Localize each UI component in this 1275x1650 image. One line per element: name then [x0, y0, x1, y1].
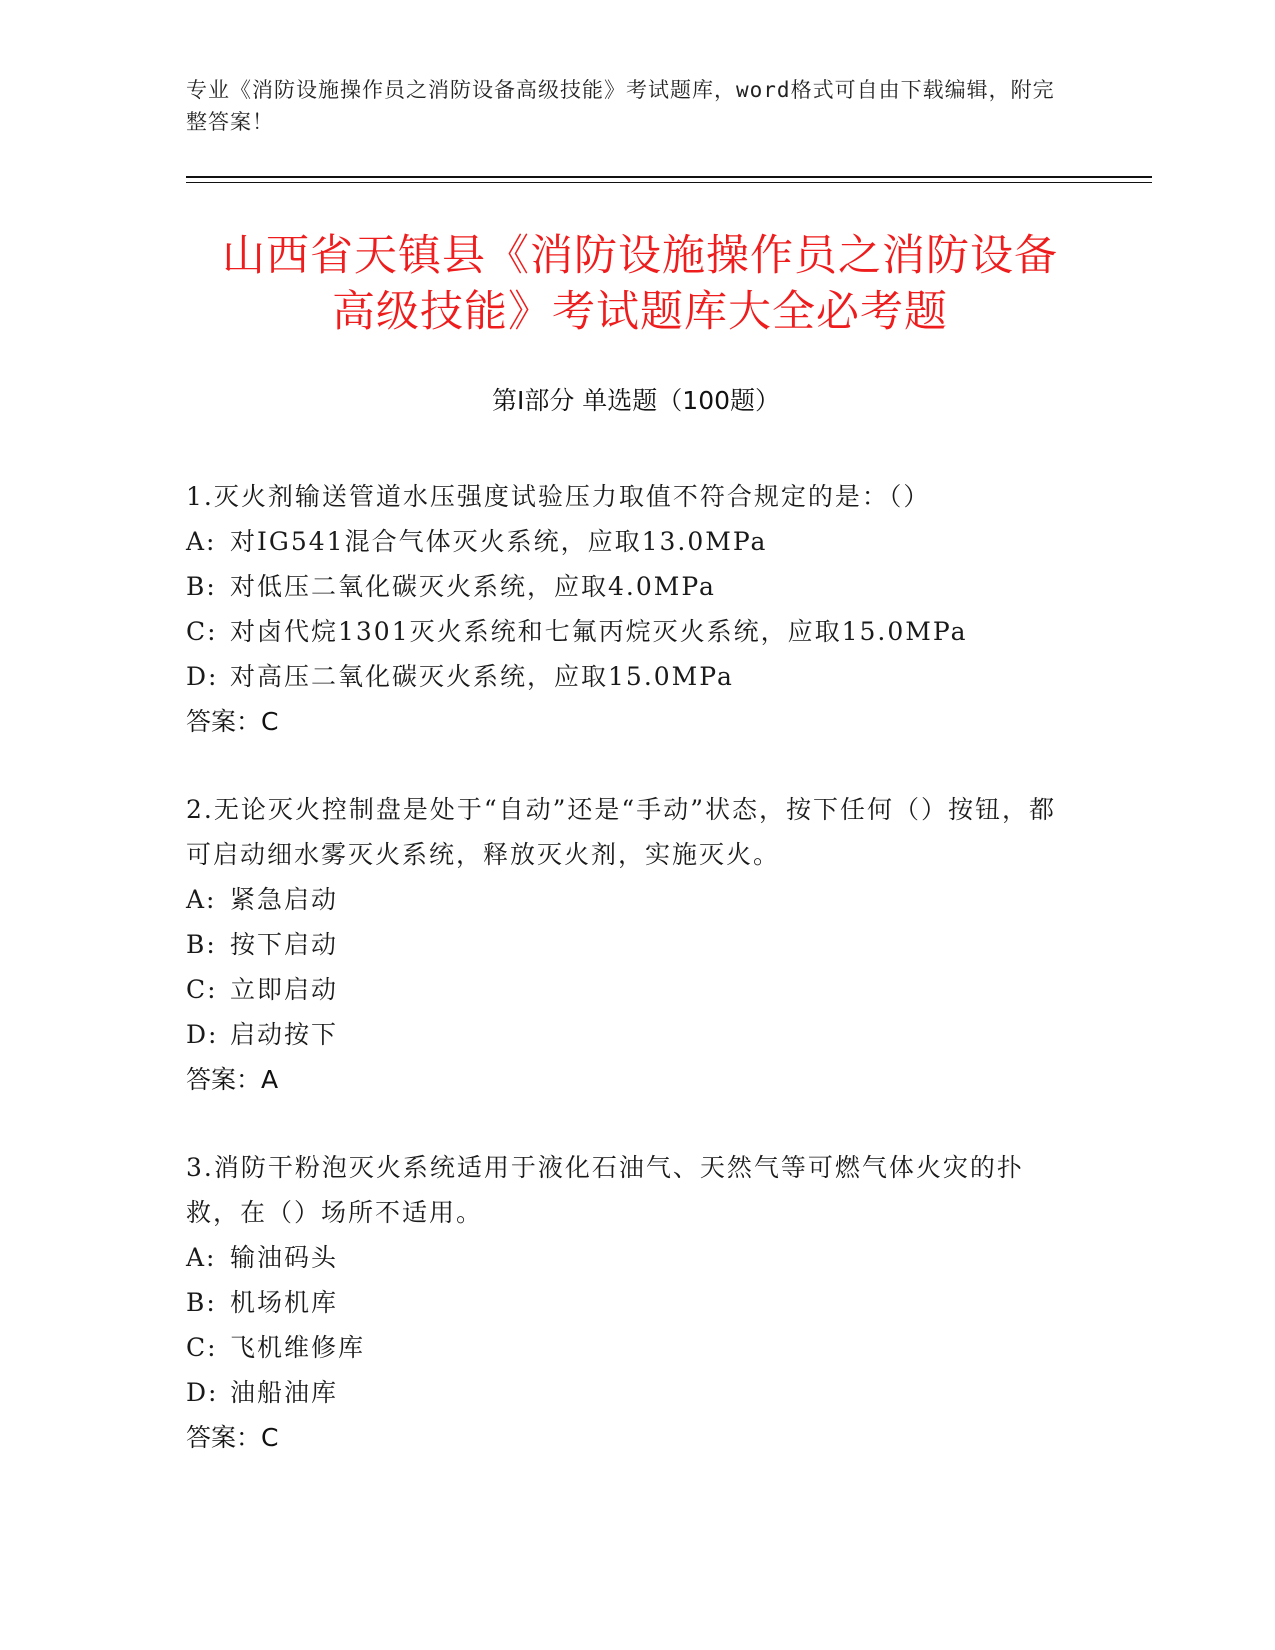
option-text: 飞机维修库	[230, 1333, 366, 1362]
option-key: A:	[186, 885, 217, 914]
section-heading: 第Ⅰ部分 单选题（100题）	[491, 386, 781, 415]
question-1	[186, 474, 1076, 744]
option-c	[186, 967, 1076, 1012]
option-key: C:	[186, 975, 218, 1004]
title-line-2: 高级技能》考试题库大全必考题	[332, 287, 948, 337]
option-text: 对低压二氧化碳灭火系统，应取4.0MPa	[230, 572, 716, 601]
option-b	[186, 1280, 1076, 1325]
option-d	[186, 1370, 1076, 1415]
option-text: 对卤代烷1301灭火系统和七氟丙烷灭火系统，应取15.0MPa	[230, 617, 968, 646]
option-text: 机场机库	[230, 1288, 339, 1317]
option-a	[186, 1235, 1076, 1280]
option-key: B:	[186, 572, 217, 601]
option-d	[186, 654, 1076, 699]
option-text: 输油码头	[230, 1243, 339, 1272]
answer-line: 答案：C	[186, 707, 279, 736]
title-line-1: 山西省天镇县《消防设施操作员之消防设备	[222, 231, 1058, 281]
question-list	[186, 474, 1076, 1503]
option-text: 启动按下	[230, 1020, 339, 1049]
option-text: 按下启动	[230, 930, 339, 959]
option-key: C:	[186, 1333, 218, 1362]
header-divider-thick	[186, 176, 1152, 178]
option-b	[186, 922, 1076, 967]
question-3	[186, 1145, 1076, 1460]
option-c	[186, 1325, 1076, 1370]
option-key: D:	[186, 1020, 219, 1049]
option-a	[186, 519, 1076, 564]
question-2	[186, 787, 1076, 1102]
option-text: 紧急启动	[230, 885, 339, 914]
option-text: 立即启动	[230, 975, 339, 1004]
option-text: 对IG541混合气体灭火系统，应取13.0MPa	[230, 527, 768, 556]
answer-line: 答案：A	[186, 1065, 279, 1094]
option-text: 对高压二氧化碳灭火系统，应取15.0MPa	[230, 662, 734, 691]
option-d	[186, 1012, 1076, 1057]
option-key: B:	[186, 930, 217, 959]
option-b	[186, 564, 1076, 609]
option-key: D:	[186, 1378, 219, 1407]
option-c	[186, 609, 1076, 654]
option-a	[186, 877, 1076, 922]
answer-line: 答案：C	[186, 1423, 279, 1452]
question-text: 1.灭火剂输送管道水压强度试验压力取值不符合规定的是：（）	[186, 482, 931, 511]
header-divider-thin	[186, 182, 1152, 183]
option-key: C:	[186, 617, 218, 646]
option-key: B:	[186, 1288, 217, 1317]
document-title	[150, 228, 1130, 340]
option-key: A:	[186, 527, 217, 556]
header-note: 专业《消防设施操作员之消防设备高级技能》考试题库，word格式可自由下载编辑，附完整答案！	[186, 78, 1055, 134]
option-key: A:	[186, 1243, 217, 1272]
option-text: 油船油库	[230, 1378, 339, 1407]
question-text: 2.无论灭火控制盘是处于“自动”还是“手动”状态，按下任何（）按钮，都可启动细水雾灭火系统，释放灭火剂，实施灭火。	[186, 795, 1056, 869]
option-key: D:	[186, 662, 219, 691]
question-text: 3.消防干粉泡灭火系统适用于液化石油气、天然气等可燃气体火灾的扑救，在（）场所不适用。	[186, 1153, 1024, 1227]
